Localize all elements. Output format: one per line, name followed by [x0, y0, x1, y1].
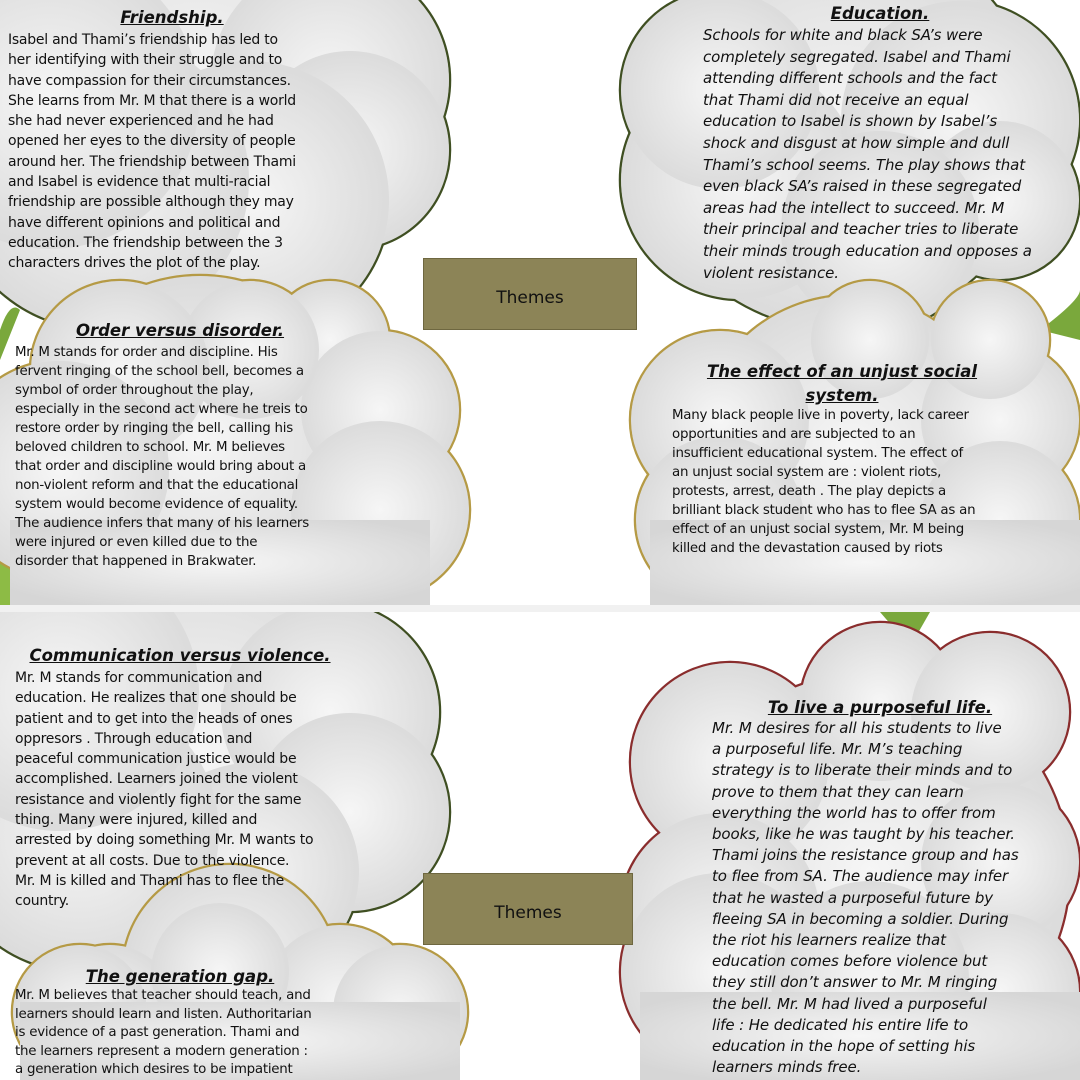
text-line: Mr. M stands for communication and: [15, 670, 263, 686]
text-line: killed and the devastation caused by riots: [672, 541, 943, 556]
text-line: Thami joins the resistance group and has: [712, 846, 1019, 865]
text-line: everything the world has to offer from: [712, 803, 996, 822]
communication-title: Communication versus violence.: [29, 646, 331, 665]
text-line: country.: [15, 893, 69, 910]
text-line: resistance and violently fight for the same: [15, 791, 302, 808]
unjust-title-1: The effect of an unjust social: [706, 362, 978, 381]
text-line: Thami’s school seems. The play shows that: [703, 155, 1025, 174]
text-line: they still don’t answer to Mr. M ringing: [712, 973, 998, 992]
themes-box: Themes: [423, 873, 633, 945]
text-line: disorder that happened in Brakwater.: [15, 554, 257, 569]
text-line: the riot his learners realize that: [712, 931, 946, 950]
text-line: characters drives the plot of the play.: [8, 255, 261, 272]
generation-title: The generation gap.: [85, 967, 275, 986]
text-line: education comes before violence but: [712, 952, 988, 971]
text-line: fleeing SA in becoming a soldier. During: [712, 909, 1009, 928]
text-line: brilliant black student who has to flee SA as an: [672, 503, 976, 518]
text-line: Mr. M is killed and Thami has to flee the: [15, 872, 285, 889]
text-line: learners minds free.: [712, 1058, 862, 1077]
slide-separator: [0, 605, 1080, 612]
text-line: learners should learn and listen. Authoritarian: [15, 1006, 312, 1022]
slide-themes-2: [0, 612, 1080, 1080]
text-line: have compassion for their circumstances.: [8, 72, 291, 89]
text-line: her identifying with their struggle and to: [8, 52, 283, 69]
text-line: friendship are possible although they may: [8, 194, 294, 211]
communication-text: [15, 668, 313, 912]
text-line: patient and to get into the heads of ones: [15, 710, 293, 727]
text-line: education to Isabel is shown by Isabel’s: [703, 112, 998, 131]
text-line: shock and disgust at how simple and dull: [703, 133, 1010, 152]
text-line: arrested by doing something Mr. M wants to: [15, 832, 314, 849]
text-line: she had never experienced and he had: [8, 113, 274, 130]
text-line: is evidence of a past generation. Thami and: [15, 1025, 300, 1041]
education-title: Education.: [830, 4, 930, 23]
text-line: books, like he was taught by his teacher.: [712, 825, 1015, 844]
text-line: thing. Many were injured, killed and: [15, 812, 258, 829]
text-line: that Thami did not receive an equal: [703, 90, 969, 109]
text-line: non-violent reform and that the educational: [15, 478, 299, 493]
cloud-fill: [931, 281, 1049, 399]
generation-text: [15, 987, 311, 1080]
text-line: attending different schools and the fact: [703, 69, 997, 88]
text-line: Mr. M stands for order and discipline. His: [15, 345, 278, 360]
text-line: The audience infers that many of his learners: [15, 516, 309, 531]
order-title: Order versus disorder.: [75, 321, 285, 340]
text-line: Mr. M desires for all his students to live: [712, 719, 1002, 737]
text-line: prove to them that they can learn: [712, 782, 964, 801]
text-line: Schools for white and black SA’s were: [703, 26, 983, 44]
text-line: especially in the second act where he treis to: [15, 402, 308, 417]
text-line: the bell. Mr. M had lived a purposeful: [712, 994, 987, 1013]
text-line: life : He dedicated his entire life to: [712, 1015, 969, 1034]
text-line: protests, arrest, death . The play depicts a: [672, 484, 947, 499]
purposeful-title: To live a purposeful life.: [767, 698, 993, 717]
text-line: violent resistance.: [703, 263, 839, 282]
text-line: to flee from SA. The audience may infer: [712, 867, 1009, 886]
text-line: opportunities and are subjected to an: [672, 427, 916, 442]
text-line: oppresors . Through education and: [15, 730, 253, 747]
text-line: effect of an unjust social system, Mr. M being: [672, 522, 965, 537]
text-line: the learners represent a modern generation :: [15, 1043, 308, 1059]
text-line: their principal and teacher tries to liberate: [703, 220, 1019, 239]
text-line: a generation which desires to be impatient: [15, 1062, 293, 1078]
cloud-fill: [811, 281, 929, 399]
text-line: opened her eyes to the diversity of people: [8, 133, 296, 150]
text-line: peaceful communication justice would be: [15, 751, 297, 768]
text-line: education. He realizes that one should be: [15, 690, 297, 707]
text-line: fervent ringing of the school bell, becomes a: [15, 364, 304, 379]
text-line: an unjust social system are : violent riots,: [672, 465, 942, 480]
text-line: and Isabel is evidence that multi-racial: [8, 174, 271, 191]
text-line: around her. The friendship between Thami: [8, 153, 296, 170]
text-line: system would become evidence of equality.: [15, 497, 298, 512]
text-line: strategy is to liberate their minds and to: [712, 761, 1013, 780]
order-text: [15, 343, 309, 571]
text-line: Many black people live in poverty, lack career: [672, 408, 969, 423]
text-line: areas had the intellect to succeed. Mr. M: [703, 198, 1005, 217]
text-line: restore order by ringing the bell, calling his: [15, 421, 293, 436]
unjust-text: [672, 406, 975, 558]
text-line: prevent at all costs. Due to the violence.: [15, 852, 290, 869]
education-text: [703, 25, 1032, 284]
friendship-text: [8, 30, 296, 274]
text-line: that he wasted a purposeful future by: [712, 888, 994, 907]
text-line: completely segregated. Isabel and Thami: [703, 47, 1011, 66]
unjust-title-2: system.: [805, 386, 879, 405]
text-line: a purposeful life. Mr. M’s teaching: [712, 740, 963, 759]
text-line: their minds trough education and opposes a: [703, 241, 1032, 260]
text-line: were injured or even killed due to the: [15, 535, 258, 550]
text-line: beloved children to school. Mr. M believes: [15, 440, 285, 455]
purposeful-text: [712, 718, 1019, 1078]
text-line: Isabel and Thami’s friendship has led to: [8, 32, 278, 48]
text-line: symbol of order throughout the play,: [15, 383, 254, 398]
themes-box: Themes: [423, 258, 637, 330]
friendship-title: Friendship.: [120, 8, 224, 27]
text-line: insufficient educational system. The effect of: [672, 446, 964, 461]
text-line: accomplished. Learners joined the violent: [15, 771, 298, 788]
text-line: education in the hope of setting his: [712, 1037, 976, 1056]
text-line: have different opinions and political and: [8, 214, 281, 231]
text-line: She learns from Mr. M that there is a world: [8, 92, 296, 109]
text-line: Mr. M believes that teacher should teach, and: [15, 988, 311, 1003]
text-line: education. The friendship between the 3: [8, 234, 283, 251]
text-line: even black SA’s raised in these segregated: [703, 177, 1022, 196]
text-line: that order and discipline would bring about a: [15, 459, 306, 474]
